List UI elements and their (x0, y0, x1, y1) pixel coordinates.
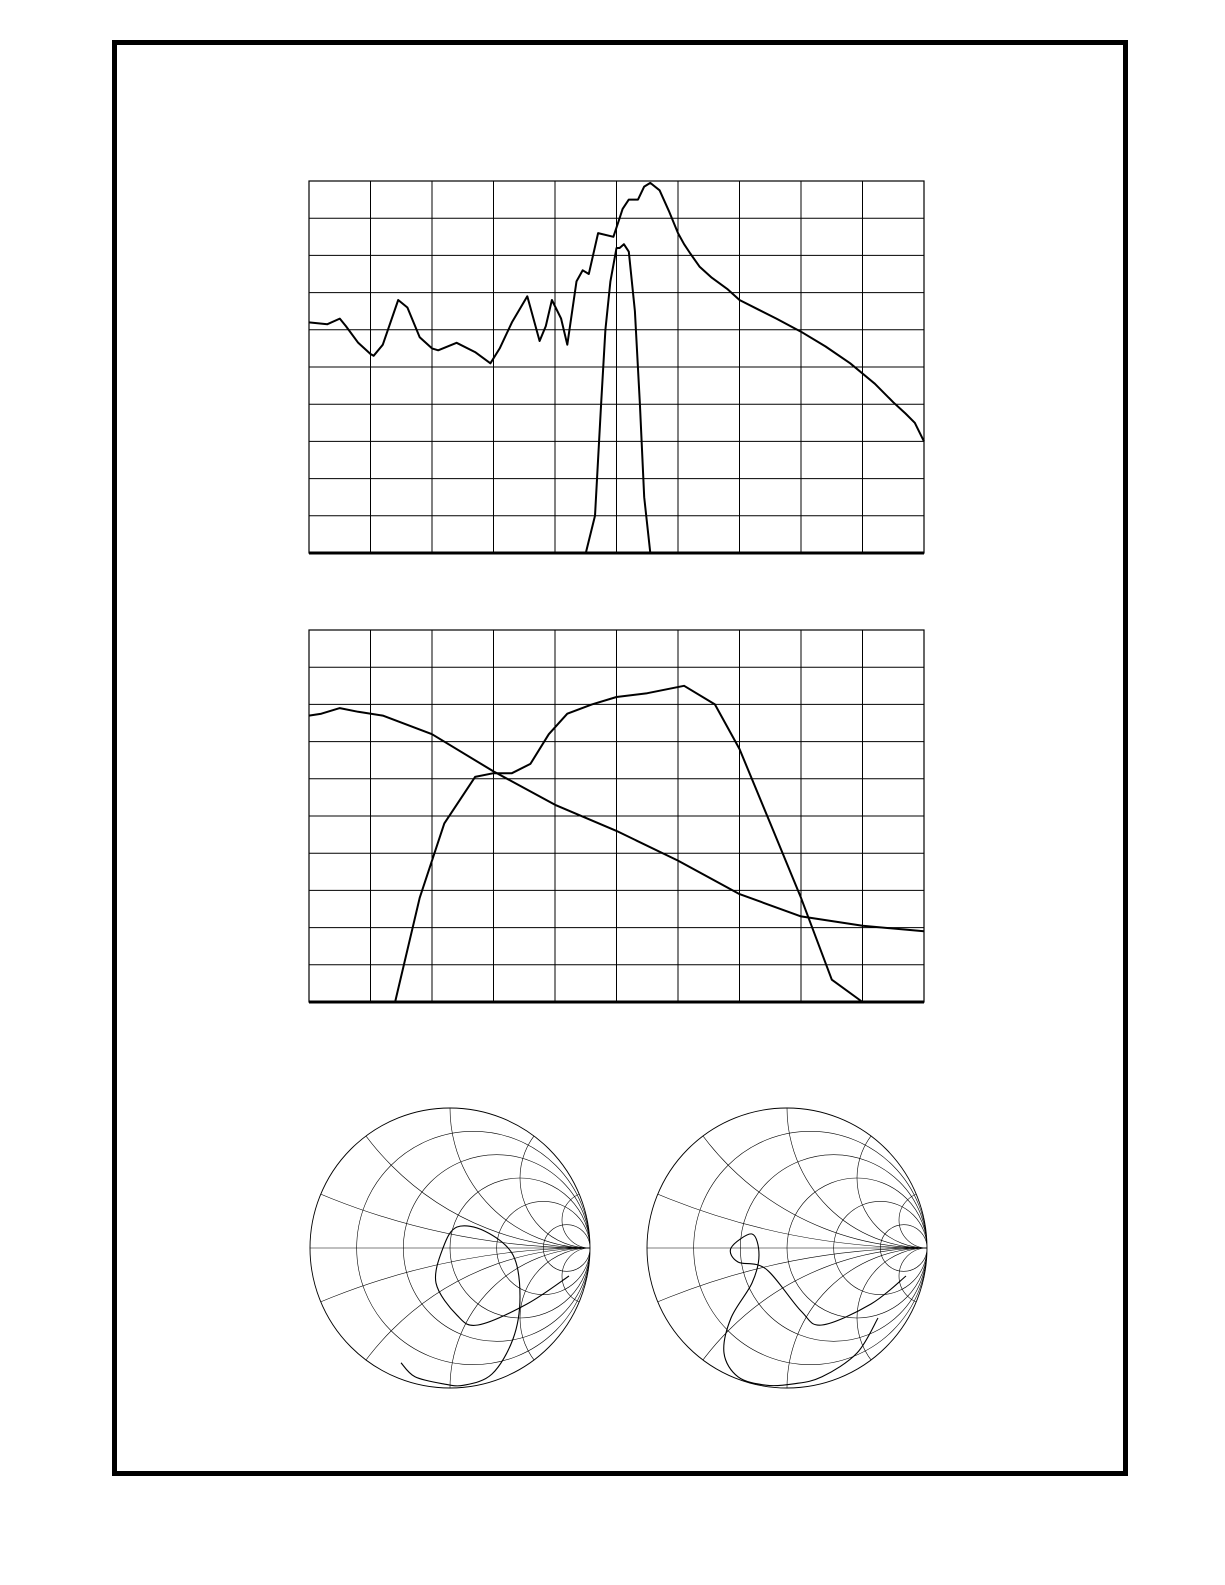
smith-chart-2 (643, 1102, 931, 1392)
chart-2 (308, 629, 928, 1009)
footer (0, 1570, 420, 1585)
chart-1 (308, 180, 928, 560)
chart-grid (309, 181, 924, 553)
smith-chart-1 (306, 1102, 594, 1392)
chart-grid (309, 630, 924, 1002)
